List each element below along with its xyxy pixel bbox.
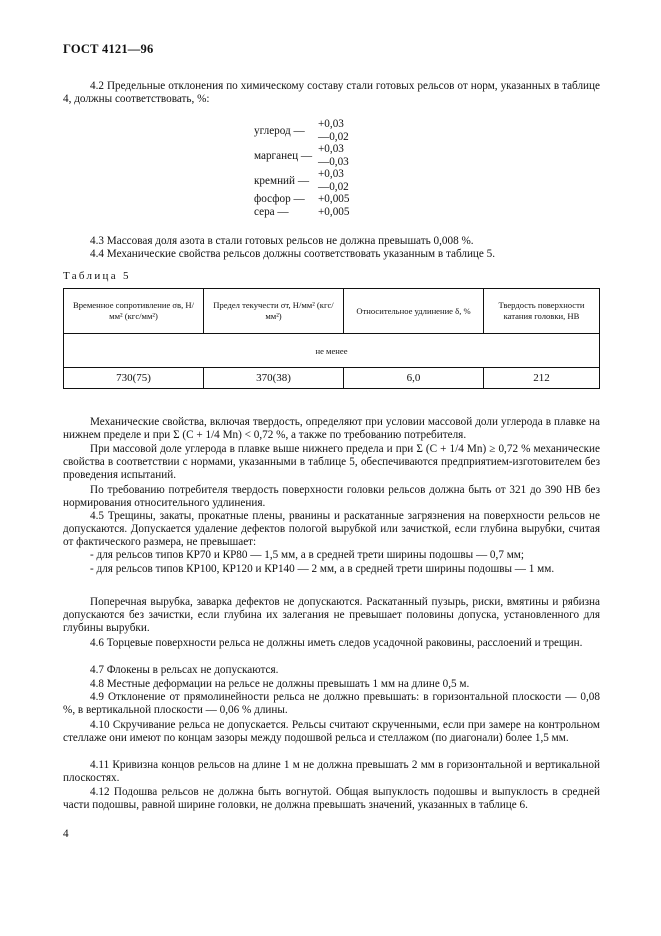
paragraph-4-2: 4.2 Предельные отклонения по химическому составу стали готовых рельсов от норм, указанных в таблице 4, должны соответствовать, %:	[63, 80, 600, 106]
paragraph-4-3: 4.3 Массовая доля азота в стали готовых рельсов не должна превышать 0,008 %.	[90, 235, 474, 247]
paragraph-4-6: 4.6 Торцевые поверхности рельса не должны иметь следов усадочной раковины, расслоений и трещин.	[90, 637, 583, 649]
document-header: ГОСТ 4121—96	[63, 42, 154, 56]
carbon-upper: +0,03	[318, 118, 344, 130]
silicon-label: кремний —	[254, 174, 310, 187]
table-header-tensile: Временное сопротивление σв, Н/мм² (кгс/мм²)	[64, 289, 204, 334]
table-cell: 370(38)	[204, 368, 344, 389]
paragraph-mech-1: Механические свойства, включая твердость, определяют при условии массовой доли углерода в плавке на нижнем пределе и при Σ (C + 1/4 Mn) < 0,72 %, а также по требованию потребителя.	[63, 416, 600, 442]
sulfur-label: сера —	[254, 205, 289, 218]
table-cell: 730(75)	[64, 368, 204, 389]
dash-item-kr70: - для рельсов типов КР70 и КР80 — 1,5 мм, а в средней трети ширины подошвы — 0,7 мм;	[90, 549, 524, 561]
phosphorus-value: +0,005	[318, 193, 350, 205]
table-header-hardness: Твердость поверхности катания головки, НВ	[484, 289, 600, 334]
manganese-label: марганец —	[254, 149, 313, 162]
paragraph-4-10: 4.10 Скручивание рельса не допускается. Рельсы считают скрученными, если при замере на контрольном стеллаже они имеют по концам зазоры между подошвой рельса и стеллажом (по диагонали) более 1,5 мм.	[63, 719, 600, 745]
paragraph-cross: Поперечная вырубка, заварка дефектов не допускаются. Раскатанный пузырь, риски, вмятины и рябизна допускаются без зачистки, если глубина их залегания не превышает половины допуска, установленного для глубины вырубки.	[63, 596, 600, 635]
manganese-lower: —0,03	[318, 155, 349, 168]
table-5	[63, 288, 600, 389]
table-header-elongation: Относительное удлинение δ, %	[344, 289, 484, 334]
phosphorus-label: фосфор —	[254, 193, 305, 205]
table-cell: 6,0	[344, 368, 484, 389]
paragraph-4-7: 4.7 Флокены в рельсах не допускаются.	[90, 664, 279, 676]
page-number: 4	[63, 828, 69, 840]
paragraph-4-9: 4.9 Отклонение от прямолинейности рельса не должно превышать: в горизонтальной плоскости — 0,08 %, в вертикальной плоскости — 0,06 % длины.	[63, 691, 600, 717]
table-note: не менее	[64, 334, 600, 368]
carbon-lower: —0,02	[318, 130, 349, 143]
paragraph-4-11: 4.11 Кривизна концов рельсов на длине 1 м не должна превышать 2 мм в горизонтальной и вертикальной плоскостях.	[63, 759, 600, 785]
paragraph-4-4: 4.4 Механические свойства рельсов должны соответствовать указанным в таблице 5.	[90, 248, 496, 260]
paragraph-4-12: 4.12 Подошва рельсов не должна быть вогнутой. Общая выпуклость подошвы и выпуклость в средней части подошвы, равной ширине головки, не должна превышать значений, указанных в таблице 6.	[63, 786, 600, 812]
silicon-upper: +0,03	[318, 168, 344, 180]
manganese-upper: +0,03	[318, 143, 344, 155]
silicon-lower: —0,02	[318, 180, 349, 193]
paragraph-4-5: 4.5 Трещины, закаты, прокатные плены, рванины и раскатанные загрязнения на поверхности рельсов не допускаются. Допускается удаление дефектов пологой вырубкой или зачисткой, если глубина вырубки, считая от фактического размера, не превышает:	[63, 510, 600, 549]
table-cell: 212	[484, 368, 600, 389]
table-5-caption: Таблица 5	[63, 270, 131, 282]
carbon-label: углерод —	[254, 124, 305, 137]
sulfur-value: +0,005	[318, 205, 350, 218]
paragraph-4-8: 4.8 Местные деформации на рельсе не должны превышать 1 мм на длине 0,5 м.	[90, 678, 470, 690]
dash-item-kr100: - для рельсов типов КР100, КР120 и КР140 — 2 мм, а в средней трети ширины подошвы — 1 мм.	[90, 563, 555, 575]
table-header-yield: Предел текучести σт, Н/мм² (кгс/мм²)	[204, 289, 344, 334]
paragraph-mech-2: При массовой доле углерода в плавке выше нижнего предела и при Σ (C + 1/4 Mn) ≥ 0,72 % механические свойства в соответствии с нормами, указанными в таблице 5, обеспечиваются предприятием-изготовителем без проведения испытаний.	[63, 443, 600, 482]
paragraph-mech-3: По требованию потребителя твердость поверхности головки рельсов должна быть от 321 до 390 HB без нормирования относительного удлинения.	[63, 484, 600, 510]
